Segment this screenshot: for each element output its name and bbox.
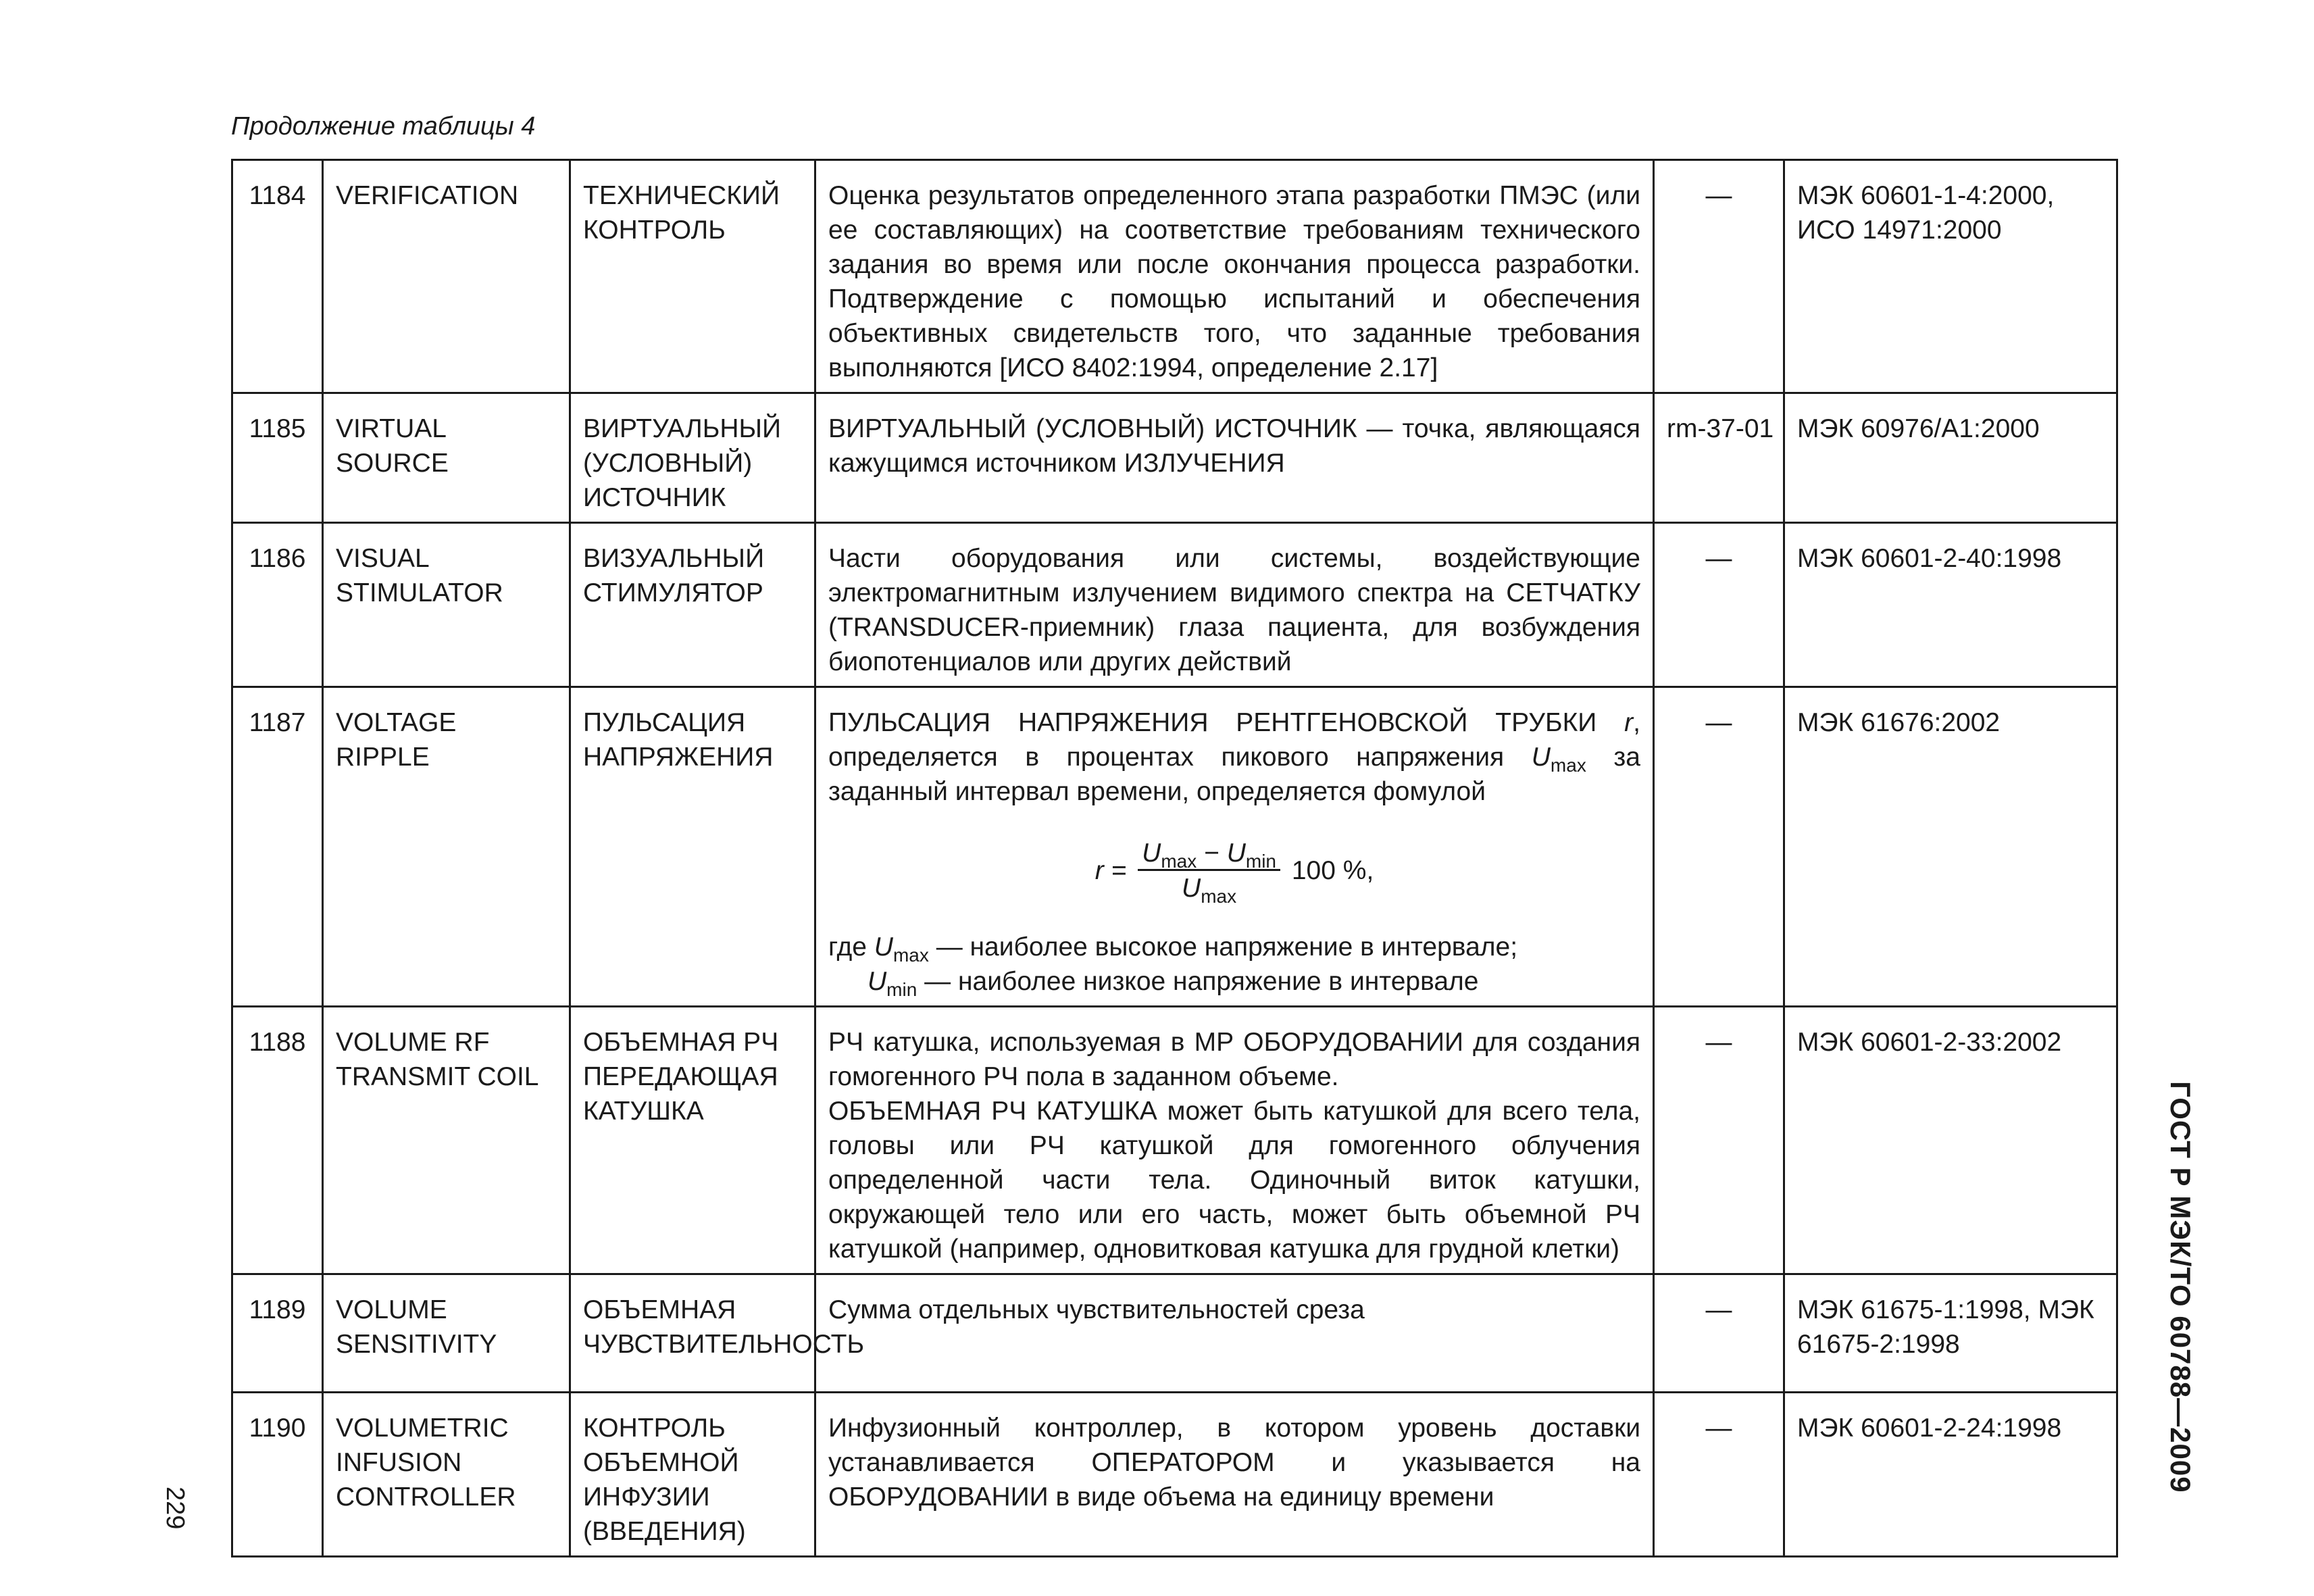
table-row	[232, 1274, 2117, 1393]
terms-table	[231, 159, 2118, 1557]
formula-denominator	[1138, 871, 1280, 907]
formula-legend-1	[828, 930, 1640, 964]
term-definition: Оценка результатов определенного этапа разработки ПМЭС (или ее составляющих) на соответствие требованиям технического задания во время или после окончания процесса разработки. Подтверждение с помощью испытаний и обеспечения объективных свидетельств того, что заданные требования выполняются [ИСО 8402:1994, определение 2.17]	[815, 160, 1654, 393]
definition-part: , определяется в процентах пикового напряжения	[828, 708, 1640, 772]
term-reference: МЭК 60976/А1:2000	[1784, 393, 2117, 523]
term-number: 1188	[232, 1007, 323, 1274]
term-english: VOLTAGE RIPPLE	[323, 687, 570, 1007]
sub-max: max	[892, 944, 929, 966]
formula-numerator	[1138, 840, 1280, 871]
term-number: 1186	[232, 523, 323, 687]
formula-rhs: 100 %,	[1291, 856, 1374, 885]
var-u: U	[867, 967, 887, 996]
term-english: VOLUMETRIC INFUSION CONTROLLER	[323, 1393, 570, 1557]
term-number: 1187	[232, 687, 323, 1007]
formula-legend-2	[828, 964, 1640, 999]
variable-r: r	[1624, 708, 1634, 737]
table-row	[232, 687, 2117, 1007]
legend-text: — наиболее высокое напряжение в интервале;	[936, 932, 1518, 962]
term-russian: ОБЪЕМНАЯ РЧ ПЕРЕДАЮЩАЯ КАТУШКА	[570, 1007, 815, 1274]
term-definition	[815, 687, 1654, 1007]
term-number: 1190	[232, 1393, 323, 1557]
ripple-formula	[828, 839, 1640, 907]
table-row	[232, 160, 2117, 393]
document-title: ГОСТ Р МЭК/ТО 60788—2009	[2165, 1081, 2196, 1493]
table-row	[232, 1393, 2117, 1557]
page-number: 229	[161, 1487, 189, 1530]
term-number: 1185	[232, 393, 323, 523]
var-u: U	[1226, 839, 1246, 868]
term-reference: МЭК 60601-2-24:1998	[1784, 1393, 2117, 1557]
definition-paragraph: ОБЪЕМНАЯ РЧ КАТУШКА может быть катушкой для всего тела, головы или РЧ катушкой для гомогенного облучения определенной части тела. Одиночный виток катушки, окружающей тело или его часть, может быть объемной РЧ катушкой (например, одновитковая катушка для грудной клетки)	[828, 1097, 1640, 1264]
sub-min: min	[886, 978, 917, 1000]
var-u: U	[1142, 839, 1161, 868]
term-definition	[815, 1007, 1654, 1274]
table-row	[232, 523, 2117, 687]
term-reference: МЭК 60601-1-4:2000, ИСО 14971:2000	[1784, 160, 2117, 393]
term-definition: Инфузионный контроллер, в котором уровень доставки устанавливается ОПЕРАТОРОМ и указывается на ОБОРУДОВАНИИ в виде объема на единицу времени	[815, 1393, 1654, 1557]
minus-sign: −	[1204, 839, 1219, 868]
var-u: U	[874, 932, 893, 962]
term-english: VOLUME RF TRANSMIT COIL	[323, 1007, 570, 1274]
definition-part: за заданный интервал времени, определяется фомулой	[828, 743, 1640, 806]
legend-prefix: где	[828, 932, 867, 962]
term-reference: МЭК 61676:2002	[1784, 687, 2117, 1007]
term-english: VOLUME SENSITIVITY	[323, 1274, 570, 1393]
variable-u: U	[1531, 743, 1551, 772]
term-reference: МЭК 61675-1:1998, МЭК 61675-2:1998	[1784, 1274, 2117, 1393]
term-number: 1189	[232, 1274, 323, 1393]
legend-text: — наиболее низкое напряжение в интервале	[924, 967, 1479, 996]
term-definition: Сумма отдельных чувствительностей среза	[815, 1274, 1654, 1393]
term-definition: ВИРТУАЛЬНЫЙ (УСЛОВНЫЙ) ИСТОЧНИК — точка, являющаяся кажущимся источником ИЗЛУЧЕНИЯ	[815, 393, 1654, 523]
term-russian: ТЕХНИЧЕСКИЙ КОНТРОЛЬ	[570, 160, 815, 393]
term-english: VERIFICATION	[323, 160, 570, 393]
table-row	[232, 1007, 2117, 1274]
table-row	[232, 393, 2117, 523]
formula-lhs: r =	[1095, 856, 1127, 885]
term-code: —	[1654, 687, 1784, 1007]
sub-min: min	[1245, 850, 1277, 872]
term-definition: Части оборудования или системы, воздействующие электромагнитным излучением видимого спектра на СЕТЧАТКУ (TRANSDUCER-приемник) глаза пациента, для возбуждения биопотенциалов или других действий	[815, 523, 1654, 687]
term-reference: МЭК 60601-2-33:2002	[1784, 1007, 2117, 1274]
term-english: VIRTUAL SOURCE	[323, 393, 570, 523]
term-code: rm-37-01	[1654, 393, 1784, 523]
term-english: VISUAL STIMULATOR	[323, 523, 570, 687]
term-number: 1184	[232, 160, 323, 393]
sub-max: max	[1161, 850, 1197, 872]
term-russian: ВИРТУАЛЬНЫЙ (УСЛОВНЫЙ) ИСТОЧНИК	[570, 393, 815, 523]
term-russian: ПУЛЬСАЦИЯ НАПРЯЖЕНИЯ	[570, 687, 815, 1007]
term-russian: ОБЪЕМНАЯ ЧУВСТВИТЕЛЬНОСТЬ	[570, 1274, 815, 1393]
term-reference: МЭК 60601-2-40:1998	[1784, 523, 2117, 687]
term-code: —	[1654, 1393, 1784, 1557]
term-code: —	[1654, 1007, 1784, 1274]
term-code: —	[1654, 1274, 1784, 1393]
definition-part: ПУЛЬСАЦИЯ НАПРЯЖЕНИЯ РЕНТГЕНОВСКОЙ ТРУБКИ	[828, 708, 1597, 737]
term-code: —	[1654, 523, 1784, 687]
definition-text	[828, 705, 1640, 809]
term-russian: ВИЗУАЛЬНЫЙ СТИМУЛЯТОР	[570, 523, 815, 687]
term-code: —	[1654, 160, 1784, 393]
sub-max: max	[1201, 885, 1237, 907]
subscript-max: max	[1550, 754, 1586, 776]
term-russian: КОНТРОЛЬ ОБЪЕМНОЙ ИНФУЗИИ (ВВЕДЕНИЯ)	[570, 1393, 815, 1557]
table-caption: Продолжение таблицы 4	[231, 112, 536, 141]
formula-fraction	[1138, 839, 1280, 907]
definition-paragraph: РЧ катушка, используемая в МР ОБОРУДОВАНИИ для создания гомогенного РЧ пола в заданном объеме.	[828, 1028, 1640, 1091]
var-u: U	[1182, 874, 1201, 903]
